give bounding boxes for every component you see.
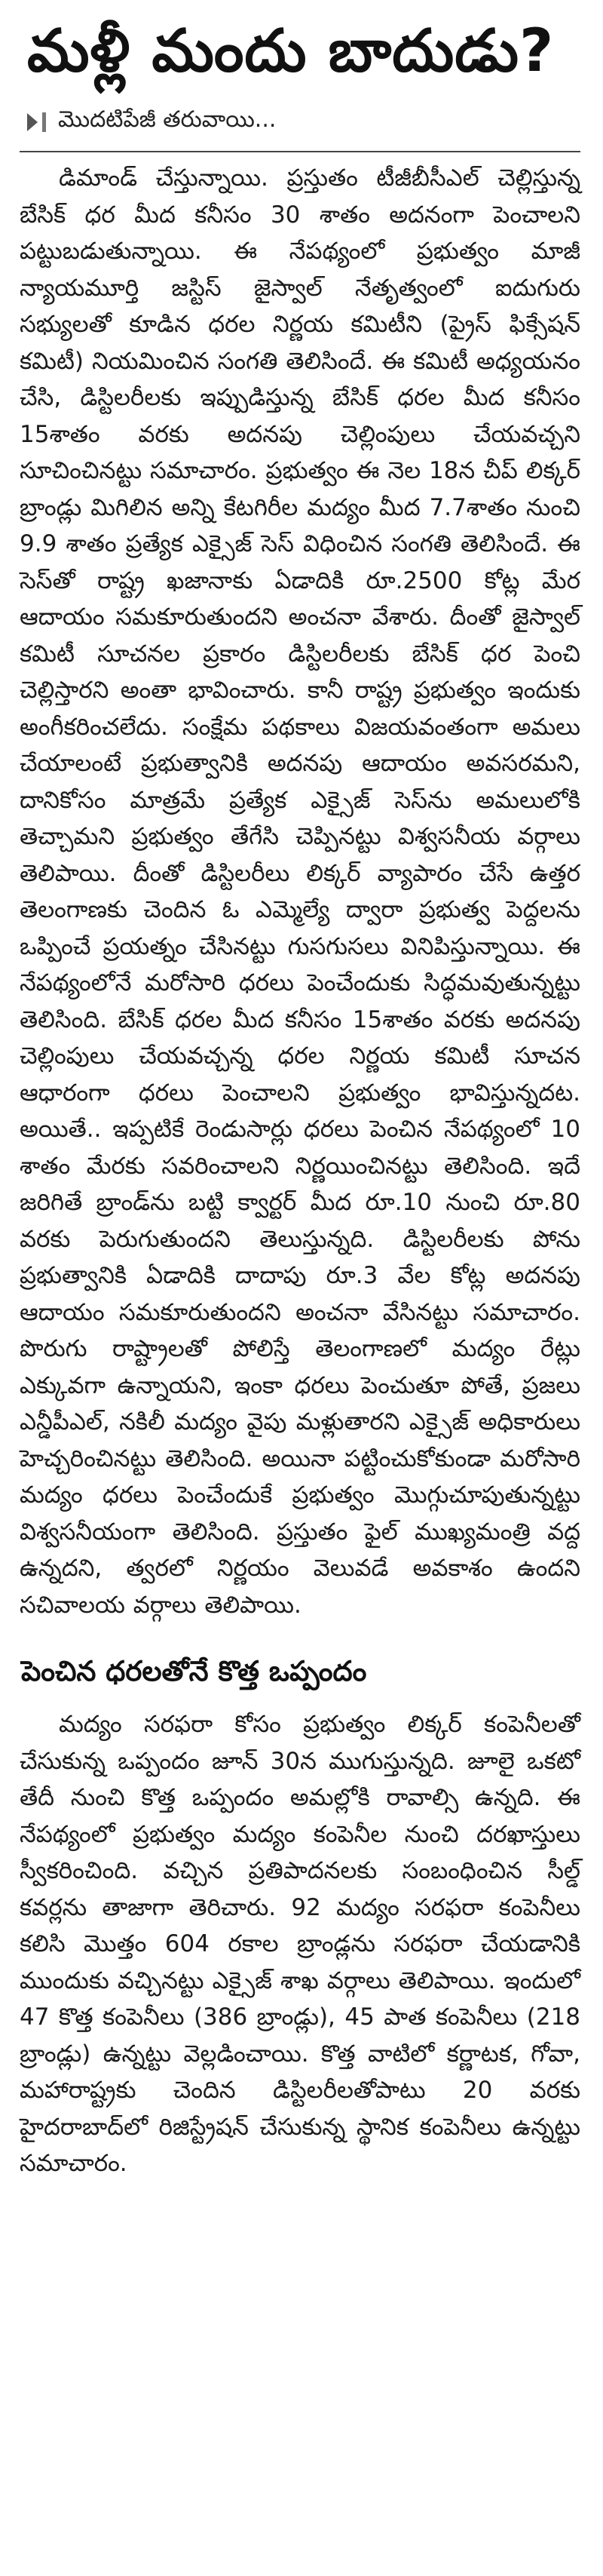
arrow-right-icon: [27, 113, 38, 131]
article-headline: మళ్లీ మందు బాదుడు?: [27, 17, 555, 85]
article-paragraph-2: మద్యం సరఫరా కోసం ప్రభుత్వం లిక్కర్ కంపెనీలతో చేసుకున్న ఒప్పందం జూన్ 30న ముగుస్తున్నది. జూలై ఒకటో తేదీ నుంచి కొత్త ఒప్పందం అమల్లోకి రావాల్సి ఉన్నది. ఈ నేపథ్యంలో ప్రభుత్వం మద్యం కంపెనీల నుంచి దరఖాస్తులు స్వీకరించింది. వచ్చిన ప్రతిపాదనలకు సంబంధించిన సీల్డ్ కవర్లను తాజాగా తెరిచారు. 92 మద్యం సరఫరా కంపెనీలు కలిసి మొత్తం 604 రకాల బ్రాండ్లను సరఫరా చేయడానికి ముందుకు వచ్చినట్టు ఎక్సైజ్ శాఖ వర్గాలు తెలిపాయి. ఇందులో 47 కొత్త కంపెనీలు (386 బ్రాండ్లు), 45 పాత కంపెనీలు (218 బ్రాండ్లు) ఉన్నట్టు వెల్లడించాయి. కొత్త వాటిలో కర్ణాటక, గోవా, మహారాష్ట్రకు చెందిన డిస్టిలరీలతోపాటు 20 వరకు హైదరాబాద్‌లో రిజిస్ట్రేషన్ చేసుకున్న స్థానిక కంపెనీలు ఉన్నట్టు సమాచారం.: [20, 1711, 580, 2177]
article-paragraph: డిమాండ్ చేస్తున్నాయి. ప్రస్తుతం టీజీబీసీఎల్ చెల్లిస్తున్న బేసిక్ ధర మీద కనీసం 30 శాతం అదనంగా పెంచాలని పట్టుబడుతున్నాయి. ఈ నేపథ్యంలో ప్రభుత్వం మాజీ న్యాయమూర్తి జస్టిస్ జైస్వాల్ నేతృత్వంలో ఐదుగురు సభ్యులతో కూడిన ధరల నిర్ణయ కమిటీని (ప్రైస్ ఫిక్సేషన్ కమిటీ) నియమించిన సంగతి తెలిసిందే. ఈ కమిటీ అధ్యయనం చేసి, డిస్టిలరీలకు ఇప్పుడిస్తున్న బేసిక్ ధరల మీద కనీసం 15శాతం వరకు అదనపు చెల్లింపులు చేయవచ్చని సూచించినట్టు సమాచారం. ప్రభుత్వం ఈ నెల 18న చీప్ లిక్కర్ బ్రాండ్లు మిగిలిన అన్ని కేటగిరీల మద్యం మీద 7.7శాతం నుంచి 9.9 శాతం ప్రత్యేక ఎక్సైజ్ సెస్ విధించిన సంగతి తెలిసిందే. ఈ సెస్‌తో రాష్ట్ర ఖజానాకు ఏడాదికి రూ.2500 కోట్ల మేర ఆదాయం సమకూరుతుందని అంచనా వేశారు. దీంతో జైస్వాల్ కమిటీ సూచనల ప్రకారం డిస్టిలరీలకు బేసిక్ ధర పెంచి చెల్లిస్తారని అంతా భావించారు. కానీ రాష్ట్ర ప్రభుత్వం ఇందుకు అంగీకరించలేదు. సంక్షేమ పథకాలు విజయవంతంగా అమలు చేయాలంటే ప్రభుత్వానికి అదనపు ఆదాయం అవసరమని, దానికోసం మాత్రమే ప్రత్యేక ఎక్సైజ్ సెస్‌ను అమలులోకి తెచ్చామని ప్రభుత్వం తేగేసి చెప్పినట్టు విశ్వసనీయ వర్గాలు తెలిపాయి. దీంతో డిస్టిలరీలు లిక్కర్ వ్యాపారం చేసే ఉత్తర తెలంగాణకు చెందిన ఓ ఎమ్మెల్యే ద్వారా ప్రభుత్వ పెద్దలను ఒప్పించే ప్రయత్నం చేసినట్టు గుసగుసలు వినిపిస్తున్నాయి. ఈ నేపథ్యంలోనే మరోసారి ధరలు పెంచేందుకు సిద్ధమవుతున్నట్టు తెలిసింది. బేసిక్ ధరల మీద కనీసం 15శాతం వరకు అదనపు చెల్లింపులు చేయవచ్చన్న ధరల నిర్ణయ కమిటీ సూచన ఆధారంగా ధరలు పెంచాలని ప్రభుత్వం భావిస్తున్నదట. అయితే.. ఇప్పటికే రెండుసార్లు ధరలు పెంచిన నేపథ్యంలో 10 శాతం మేరకు సవరించాలని నిర్ణయించినట్టు తెలిసింది. ఇదే జరిగితే బ్రాండ్‌ను బట్టి క్వార్టర్ మీద రూ.10 నుంచి రూ.80 వరకు పెరుగుతుందని తెలుస్తున్నది. డిస్టిలరీలకు పోను ప్రభుత్వానికి ఏడాదికి దాదాపు రూ.3 వేల కోట్ల అదనపు ఆదాయం సమకూరుతుందని అంచనా వేసినట్టు సమాచారం. పొరుగు రాష్ట్రాలతో పోలిస్తే తెలంగాణలో మద్యం రేట్లు ఎక్కువగా ఉన్నాయని, ఇంకా ధరలు పెంచుతూ పోతే, ప్రజలు ఎన్డీపీఎల్, నకిలీ మద్యం వైపు మళ్లుతారని ఎక్సైజ్ అధికారులు హెచ్చరించినట్టు తెలిసింది. అయినా పట్టించుకోకుండా మరోసారి మద్యం ధరలు పెంచేందుకే ప్రభుత్వం మొగ్గుచూపుతున్నట్టు విశ్వసనీయంగా తెలిసింది. ప్రస్తుతం ఫైల్ ముఖ్యమంత్రి వద్ద ఉన్నదని, త్వరలో నిర్ణయం వెలువడే అవకాశం ఉందని సచివాలయ వర్గాలు తెలిపాయి.: [20, 164, 580, 1619]
section-subheading: పెంచిన ధరలతోనే కొత్త ఒప్పందం: [21, 1655, 367, 1687]
divider-bar: [42, 112, 46, 132]
continuation-marker: [20, 100, 580, 145]
continuation-label: మొదటిపేజీ తరువాయి...: [58, 106, 277, 133]
separator-line: [20, 151, 580, 152]
